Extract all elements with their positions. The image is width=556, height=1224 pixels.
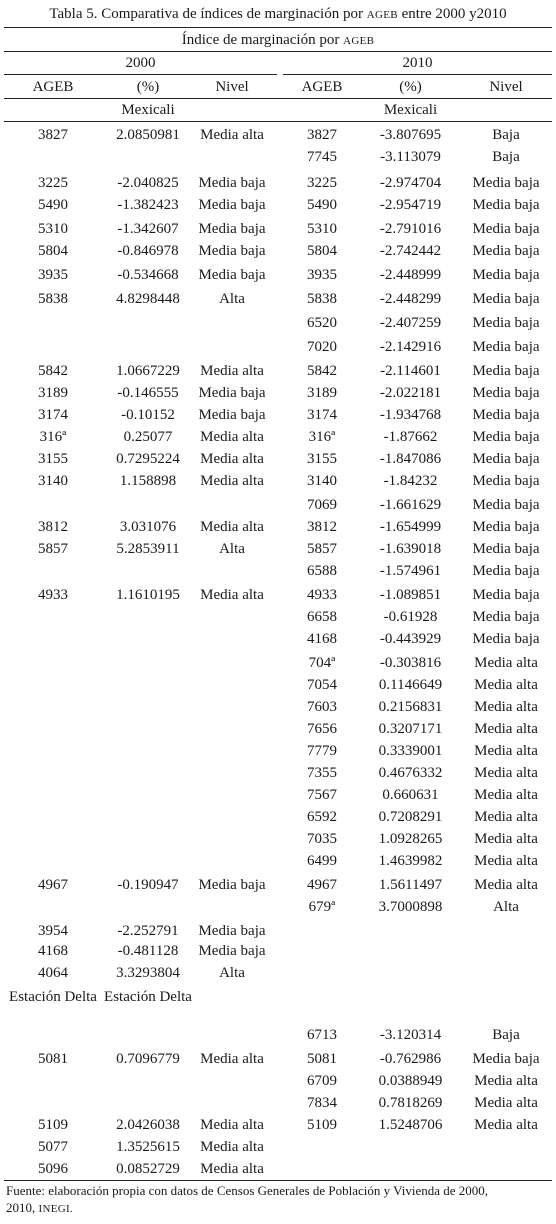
cell-nivel-2000: Media baja xyxy=(198,221,266,237)
cell-ageb-2000: 4064 xyxy=(38,965,68,981)
col-header-pct-2010: (%) xyxy=(399,79,422,95)
super-header-abbr: AGEB xyxy=(343,35,375,47)
footnote-line-2 xyxy=(6,1199,552,1218)
cell-ageb-2010: 5310 xyxy=(307,221,337,237)
cell-ageb-2010: 5490 xyxy=(307,197,337,213)
cell-ageb-2000: 5838 xyxy=(38,291,68,307)
cell-pct-2000: 3.3293804 xyxy=(116,965,180,981)
cell-nivel-2000: Alta xyxy=(219,291,245,307)
year-2010-header: 2010 xyxy=(402,55,433,71)
cell-pct-2010: 0.660631 xyxy=(382,787,439,803)
cell-nivel-2000: Media alta xyxy=(200,1139,264,1155)
footnote-inegi: INEGI. xyxy=(38,1203,73,1215)
cell-ageb-2010: 5804 xyxy=(307,243,337,259)
cell-ageb-2010: 6499 xyxy=(307,853,337,869)
cell-nivel-2000: Media baja xyxy=(198,407,266,423)
cell-ageb-2000: 4168 xyxy=(38,943,68,959)
cell-pct-2010: -1.87662 xyxy=(383,429,438,445)
cell-pct-2000: 0.7096779 xyxy=(116,1051,180,1067)
cell-nivel-2010: Media baja xyxy=(472,243,540,259)
cell-pct-2000: -0.534668 xyxy=(117,267,179,283)
cell-pct-2010: 1.5611497 xyxy=(378,877,443,893)
cell-nivel-2000: Media baja xyxy=(198,923,266,939)
col-header-ageb-2010: AGEB xyxy=(301,79,343,95)
cell-ageb-2000: 3189 xyxy=(38,385,68,401)
cell-nivel-2010: Media baja xyxy=(472,587,540,603)
cell-nivel-2010: Media alta xyxy=(474,1095,538,1111)
cell-pct-2010: 1.5248706 xyxy=(378,1117,443,1133)
cell-ageb-2000: 5077 xyxy=(38,1139,68,1155)
cell-ageb-2000: 4967 xyxy=(38,877,68,893)
cell-pct-2000: -0.481128 xyxy=(117,943,179,959)
cell-nivel-2000: Media alta xyxy=(200,519,264,535)
cell-nivel-2010: Media baja xyxy=(472,175,540,191)
cell-nivel-2010: Media baja xyxy=(472,197,540,213)
cell-nivel-2010: Media alta xyxy=(474,853,538,869)
cell-ageb-2010: 5838 xyxy=(307,291,337,307)
cell-nivel-2010: Media alta xyxy=(474,809,538,825)
cell-ageb-2010: 4168 xyxy=(307,631,337,647)
cell-pct-2010: -1.661629 xyxy=(379,497,442,513)
cell-pct-2010: -3.807695 xyxy=(379,127,442,143)
cell-nivel-2010: Media baja xyxy=(472,407,540,423)
cell-nivel-2000: Alta xyxy=(219,965,245,981)
cell-nivel-2010: Media alta xyxy=(474,831,538,847)
cell-pct-2000: 3.031076 xyxy=(119,519,177,535)
cell-ageb-2010: 3935 xyxy=(307,267,337,283)
cell-ageb-2010: 3812 xyxy=(307,519,337,535)
cell-ageb-2000: 3225 xyxy=(38,175,68,191)
cell-nivel-2000: Alta xyxy=(219,541,245,557)
cell-ageb-2010: 6592 xyxy=(307,809,337,825)
cell-ageb-2000: 3827 xyxy=(38,127,68,143)
cell-pct-2010: -1.84232 xyxy=(383,473,438,489)
cell-ageb-2010: 3155 xyxy=(307,451,337,467)
cell-pct-2010: 1.0928265 xyxy=(378,831,443,847)
cell-pct-2010: 0.2156831 xyxy=(378,699,443,715)
cell-nivel-2010: Media baja xyxy=(472,221,540,237)
caption-prefix: Tabla 5. Comparativa de índices de marginación por xyxy=(49,6,363,22)
col-header-nivel-2010: Nivel xyxy=(489,79,523,95)
cell-pct-2010: -1.847086 xyxy=(379,451,442,467)
cell-ageb-2010: 7020 xyxy=(307,339,337,355)
cell-pct-2000: 0.0852729 xyxy=(116,1161,180,1177)
cell-nivel-2010: Media baja xyxy=(472,1051,540,1067)
cell-nivel-2010: Media baja xyxy=(472,541,540,557)
cell-ageb-2000: 3954 xyxy=(38,923,68,939)
table-caption xyxy=(0,2,556,26)
cell-nivel-2010: Media baja xyxy=(472,473,540,489)
cell-pct-2010: -2.448999 xyxy=(379,267,442,283)
cell-nivel-2010: Media baja xyxy=(472,291,540,307)
cell-nivel-2010: Media alta xyxy=(474,1073,538,1089)
caption-suffix: entre 2000 y2010 xyxy=(401,6,507,22)
cell-nivel-2010: Baja xyxy=(492,1027,520,1043)
cell-nivel-2000: Media alta xyxy=(200,473,264,489)
cell-ageb-2010: 7355 xyxy=(307,765,337,781)
cell-nivel-2000: Media baja xyxy=(198,243,266,259)
cell-ageb-2010: 7567 xyxy=(307,787,337,803)
cell-nivel-2010: Baja xyxy=(492,127,520,143)
cell-pct-2000: 2.0426038 xyxy=(116,1117,180,1133)
cell-pct-2000: -0.10152 xyxy=(121,407,175,423)
cell-pct-2010: -0.762986 xyxy=(379,1051,442,1067)
col-header-nivel-2000: Nivel xyxy=(215,79,249,95)
cell-ageb-2000: 5109 xyxy=(38,1117,68,1133)
cell-pct-2010: 0.3207171 xyxy=(378,721,443,737)
cell-pct-2010: -1.089851 xyxy=(379,587,442,603)
cell-nivel-2000: Media baja xyxy=(198,175,266,191)
super-header xyxy=(0,29,556,51)
cell-pct-2000: 5.2853911 xyxy=(116,541,180,557)
cell-pct-2010: 0.1146649 xyxy=(378,677,443,693)
cell-nivel-2000: Media baja xyxy=(198,385,266,401)
cell-ageb-2010: 679ª xyxy=(308,899,336,915)
cell-ageb-2010: 7035 xyxy=(307,831,337,847)
cell-nivel-2010: Media alta xyxy=(474,1117,538,1133)
cell-pct-2010: -0.303816 xyxy=(379,655,442,671)
cell-ageb-2000: 3174 xyxy=(38,407,68,423)
cell-nivel-2000: Media alta xyxy=(200,429,264,445)
cell-ageb-2010: 704ª xyxy=(308,655,336,671)
cell-nivel-2000: Media alta xyxy=(200,587,264,603)
cell-ageb-2000: 3140 xyxy=(38,473,68,489)
rule-under-region xyxy=(4,121,552,122)
cell-pct-2010: 0.7208291 xyxy=(378,809,443,825)
cell-pct-2000: -1.342607 xyxy=(117,221,179,237)
cell-nivel-2010: Media baja xyxy=(472,315,540,331)
cell-pct-2000: -1.382423 xyxy=(117,197,179,213)
year-2000-header: 2000 xyxy=(125,55,156,71)
cell-pct-2010: -2.791016 xyxy=(379,221,442,237)
cell-nivel-2010: Media baja xyxy=(472,267,540,283)
cell-pct-2000: -0.190947 xyxy=(117,877,179,893)
cell-pct-2010: -1.639018 xyxy=(379,541,442,557)
cell-nivel-2010: Media alta xyxy=(474,655,538,671)
cell-ageb-2000: 5842 xyxy=(38,363,68,379)
cell-pct-2010: -3.113079 xyxy=(380,149,441,165)
cell-ageb-2000: 3155 xyxy=(38,451,68,467)
cell-ageb-2010: 3140 xyxy=(307,473,337,489)
cell-ageb-2010: 7745 xyxy=(307,149,337,165)
cell-ageb-2010: 6658 xyxy=(307,609,337,625)
region-estacion-delta-ageb: Estación Delta xyxy=(9,989,97,1005)
cell-pct-2010: -2.974704 xyxy=(379,175,442,191)
cell-nivel-2010: Media alta xyxy=(474,699,538,715)
rule-under-column-headers xyxy=(4,98,552,99)
region-mexicali-2000: Mexicali xyxy=(121,102,175,118)
cell-pct-2000: -0.846978 xyxy=(117,243,179,259)
cell-pct-2000: 1.0667229 xyxy=(116,363,180,379)
cell-ageb-2000: 5096 xyxy=(38,1161,68,1177)
cell-nivel-2000: Media alta xyxy=(200,1117,264,1133)
region-estacion-delta-pct: Estación Delta xyxy=(104,989,192,1005)
cell-ageb-2010: 7834 xyxy=(307,1095,337,1111)
cell-ageb-2000: 5081 xyxy=(38,1051,68,1067)
col-header-ageb-2000: AGEB xyxy=(32,79,74,95)
cell-pct-2000: 4.8298448 xyxy=(116,291,180,307)
cell-ageb-2000: 4933 xyxy=(38,587,68,603)
rule-under-year-right xyxy=(283,74,552,75)
cell-ageb-2010: 7656 xyxy=(307,721,337,737)
cell-ageb-2000: 5804 xyxy=(38,243,68,259)
cell-pct-2010: -2.742442 xyxy=(379,243,442,259)
cell-pct-2000: 1.158898 xyxy=(119,473,177,489)
cell-pct-2010: -2.448299 xyxy=(379,291,442,307)
cell-ageb-2000: 5310 xyxy=(38,221,68,237)
cell-nivel-2010: Media alta xyxy=(474,877,538,893)
cell-pct-2010: -2.022181 xyxy=(379,385,442,401)
cell-pct-2000: 0.25077 xyxy=(123,429,173,445)
cell-pct-2010: 0.4676332 xyxy=(378,765,443,781)
cell-pct-2000: 0.7295224 xyxy=(116,451,180,467)
cell-nivel-2010: Media baja xyxy=(472,563,540,579)
cell-pct-2010: -0.443929 xyxy=(379,631,442,647)
cell-pct-2010: -2.954719 xyxy=(379,197,442,213)
cell-pct-2000: 1.1610195 xyxy=(116,587,180,603)
cell-nivel-2000: Media baja xyxy=(198,267,266,283)
cell-pct-2010: 0.3339001 xyxy=(378,743,443,759)
col-header-pct-2000: (%) xyxy=(136,79,160,95)
cell-ageb-2010: 5109 xyxy=(307,1117,337,1133)
cell-pct-2010: -2.114601 xyxy=(380,363,441,379)
cell-ageb-2000: 5490 xyxy=(38,197,68,213)
cell-ageb-2000: 3935 xyxy=(38,267,68,283)
rule-under-year-left xyxy=(4,74,277,75)
cell-nivel-2000: Media baja xyxy=(198,197,266,213)
cell-nivel-2010: Media baja xyxy=(472,609,540,625)
cell-nivel-2000: Media alta xyxy=(200,363,264,379)
cell-nivel-2010: Media baja xyxy=(472,519,540,535)
cell-ageb-2010: 7069 xyxy=(307,497,337,513)
cell-nivel-2010: Media alta xyxy=(474,743,538,759)
cell-nivel-2010: Media baja xyxy=(472,429,540,445)
cell-ageb-2010: 5842 xyxy=(307,363,337,379)
cell-ageb-2010: 6588 xyxy=(307,563,337,579)
cell-pct-2010: 1.4639982 xyxy=(378,853,443,869)
cell-ageb-2010: 7054 xyxy=(307,677,337,693)
cell-pct-2010: -2.142916 xyxy=(379,339,442,355)
cell-nivel-2010: Media baja xyxy=(472,497,540,513)
region-mexicali-2010: Mexicali xyxy=(383,102,438,118)
cell-nivel-2010: Alta xyxy=(493,899,519,915)
cell-ageb-2010: 316ª xyxy=(308,429,336,445)
cell-nivel-2010: Media baja xyxy=(472,451,540,467)
cell-nivel-2000: Media alta xyxy=(200,1161,264,1177)
cell-pct-2010: -1.574961 xyxy=(379,563,442,579)
super-header-text: Índice de marginación por xyxy=(181,32,340,48)
cell-pct-2010: 0.7818269 xyxy=(378,1095,443,1111)
cell-ageb-2010: 6713 xyxy=(307,1027,337,1043)
rule-top xyxy=(4,27,552,28)
cell-ageb-2010: 3225 xyxy=(307,175,337,191)
cell-ageb-2000: 316ª xyxy=(39,429,67,445)
cell-nivel-2010: Media baja xyxy=(472,631,540,647)
cell-pct-2000: 1.3525615 xyxy=(116,1139,180,1155)
rule-bottom xyxy=(4,1180,552,1181)
cell-pct-2000: -2.252791 xyxy=(117,923,179,939)
cell-ageb-2010: 4967 xyxy=(307,877,337,893)
cell-pct-2000: -2.040825 xyxy=(117,175,179,191)
cell-nivel-2000: Media alta xyxy=(200,451,264,467)
cell-ageb-2010: 5857 xyxy=(307,541,337,557)
cell-pct-2010: -1.654999 xyxy=(379,519,442,535)
cell-ageb-2010: 3189 xyxy=(307,385,337,401)
cell-ageb-2000: 3812 xyxy=(38,519,68,535)
cell-pct-2010: -1.934768 xyxy=(379,407,442,423)
cell-nivel-2010: Media baja xyxy=(472,363,540,379)
cell-pct-2010: 0.0388949 xyxy=(378,1073,443,1089)
cell-ageb-2010: 7779 xyxy=(307,743,337,759)
cell-pct-2000: 2.0850981 xyxy=(116,127,180,143)
cell-nivel-2010: Media baja xyxy=(472,385,540,401)
cell-nivel-2010: Media alta xyxy=(474,765,538,781)
cell-pct-2010: -0.61928 xyxy=(383,609,438,625)
cell-nivel-2010: Media baja xyxy=(472,339,540,355)
cell-ageb-2010: 6709 xyxy=(307,1073,337,1089)
footnote-line-1: Fuente: elaboración propia con datos de Censos Generales de Población y Vivienda de 2000, xyxy=(6,1183,489,1198)
footnote-year: 2010, xyxy=(6,1200,36,1215)
cell-ageb-2010: 6520 xyxy=(307,315,337,331)
cell-nivel-2010: Baja xyxy=(492,149,520,165)
cell-ageb-2010: 3174 xyxy=(307,407,337,423)
cell-ageb-2010: 3827 xyxy=(307,127,337,143)
cell-nivel-2010: Media alta xyxy=(474,677,538,693)
cell-ageb-2010: 7603 xyxy=(307,699,337,715)
cell-nivel-2000: Media baja xyxy=(198,877,266,893)
table-footnote xyxy=(6,1182,552,1218)
cell-nivel-2010: Media alta xyxy=(474,787,538,803)
cell-nivel-2000: Media alta xyxy=(200,127,264,143)
cell-nivel-2000: Media baja xyxy=(198,943,266,959)
cell-pct-2000: -0.146555 xyxy=(117,385,179,401)
cell-ageb-2000: 5857 xyxy=(38,541,68,557)
cell-ageb-2010: 4933 xyxy=(307,587,337,603)
caption-abbr: AGEB xyxy=(366,9,398,21)
cell-nivel-2010: Media alta xyxy=(474,721,538,737)
cell-ageb-2010: 5081 xyxy=(307,1051,337,1067)
cell-nivel-2000: Media alta xyxy=(200,1051,264,1067)
cell-pct-2010: -2.407259 xyxy=(379,315,442,331)
cell-pct-2010: 3.7000898 xyxy=(378,899,443,915)
cell-pct-2010: -3.120314 xyxy=(379,1027,442,1043)
